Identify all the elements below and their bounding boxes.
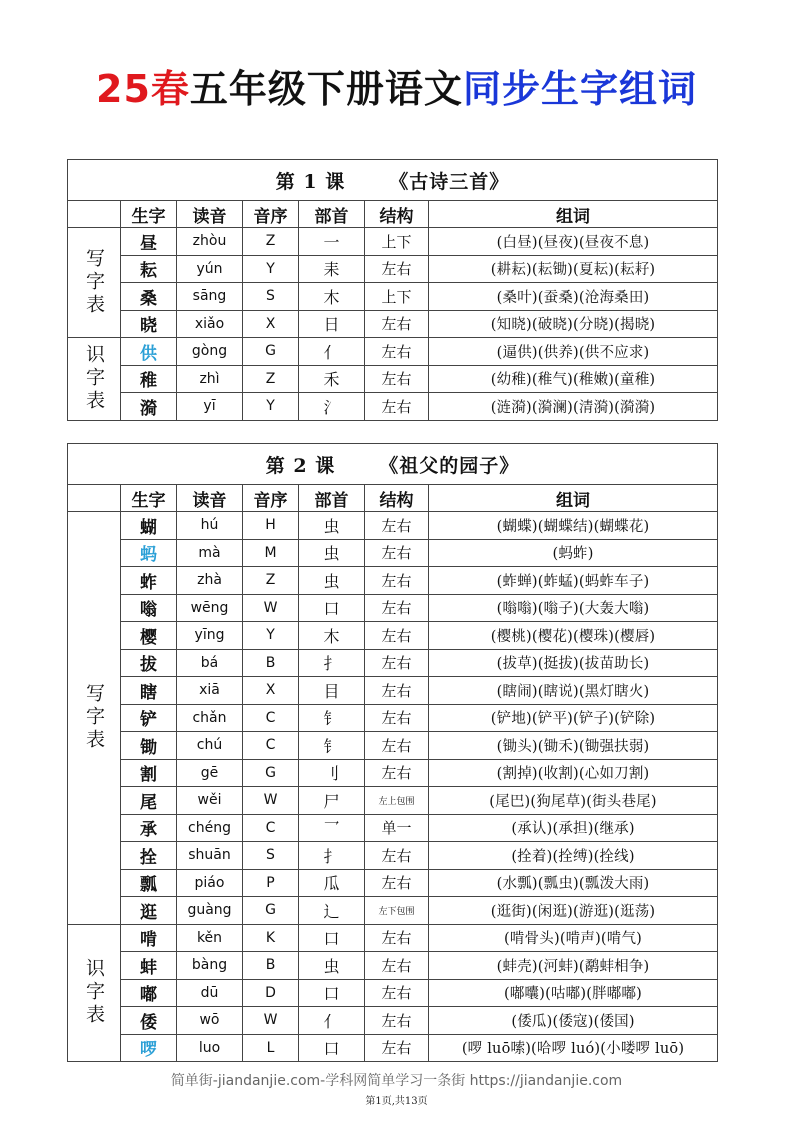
- char-cell: 嘟: [121, 979, 177, 1007]
- initial-cell: G: [243, 759, 299, 787]
- pinyin-cell: piáo: [177, 869, 243, 897]
- initial-cell: C: [243, 814, 299, 842]
- structure-cell: 左下包围: [365, 897, 429, 925]
- structure-cell: 左右: [365, 567, 429, 595]
- table-row: [68, 649, 718, 677]
- table-row: [68, 842, 718, 870]
- char-cell: 瓢: [121, 869, 177, 897]
- initial-cell: B: [243, 649, 299, 677]
- words-cell: (逛街)(闲逛)(游逛)(逛荡): [429, 897, 718, 925]
- structure-cell: 左右: [365, 869, 429, 897]
- column-header: 音序: [243, 485, 299, 512]
- radical-cell: 口: [299, 594, 365, 622]
- table-row: [68, 897, 718, 925]
- initial-cell: S: [243, 283, 299, 311]
- pinyin-cell: gē: [177, 759, 243, 787]
- pinyin-cell: dū: [177, 979, 243, 1007]
- title-part-year: 25春: [96, 67, 190, 111]
- pinyin-cell: chǎn: [177, 704, 243, 732]
- group-label: 写字表: [68, 512, 121, 925]
- pinyin-cell: zhì: [177, 365, 243, 393]
- initial-cell: H: [243, 512, 299, 540]
- words-cell: (逼供)(供养)(供不应求): [429, 338, 718, 366]
- pinyin-cell: shuān: [177, 842, 243, 870]
- column-header: 读音: [177, 485, 243, 512]
- radical-cell: 口: [299, 924, 365, 952]
- pinyin-cell: guàng: [177, 897, 243, 925]
- radical-cell: 尸: [299, 787, 365, 815]
- title-part-topic: 同步生字组词: [462, 67, 697, 111]
- structure-cell: 左右: [365, 842, 429, 870]
- radical-cell: 钅: [299, 704, 365, 732]
- table-row: [68, 228, 718, 256]
- structure-cell: 单一: [365, 814, 429, 842]
- table-row: [68, 732, 718, 760]
- words-cell: (白昼)(昼夜)(昼夜不息): [429, 228, 718, 256]
- pinyin-cell: kěn: [177, 924, 243, 952]
- radical-cell: 口: [299, 1034, 365, 1062]
- table-row: [68, 594, 718, 622]
- char-cell: 拔: [121, 649, 177, 677]
- pinyin-cell: chéng: [177, 814, 243, 842]
- column-header: 部首: [299, 485, 365, 512]
- initial-cell: Y: [243, 622, 299, 650]
- pinyin-cell: wēng: [177, 594, 243, 622]
- initial-cell: X: [243, 310, 299, 338]
- structure-cell: 左右: [365, 677, 429, 705]
- words-cell: (倭瓜)(倭寇)(倭国): [429, 1007, 718, 1035]
- structure-cell: 左右: [365, 732, 429, 760]
- structure-cell: 左右: [365, 704, 429, 732]
- structure-cell: 左右: [365, 594, 429, 622]
- structure-cell: 左上包围: [365, 787, 429, 815]
- words-cell: (蝴蝶)(蝴蝶结)(蝴蝶花): [429, 512, 718, 540]
- initial-cell: Y: [243, 393, 299, 421]
- group-label: 识字表: [68, 338, 121, 421]
- lesson-number: 第 2 课: [265, 454, 336, 477]
- table-row: [68, 512, 718, 540]
- table-row: [68, 338, 718, 366]
- char-cell: 尾: [121, 787, 177, 815]
- words-cell: (啃骨头)(啃声)(啃气): [429, 924, 718, 952]
- column-header: 组词: [429, 201, 718, 228]
- words-cell: (幼稚)(稚气)(稚嫩)(童稚): [429, 365, 718, 393]
- initial-cell: W: [243, 1007, 299, 1035]
- char-cell: 漪: [121, 393, 177, 421]
- initial-cell: M: [243, 539, 299, 567]
- structure-cell: 左右: [365, 759, 429, 787]
- column-header: 生字: [121, 201, 177, 228]
- pinyin-cell: chú: [177, 732, 243, 760]
- pinyin-cell: luo: [177, 1034, 243, 1062]
- radical-cell: 虫: [299, 539, 365, 567]
- initial-cell: Z: [243, 567, 299, 595]
- column-header: 组词: [429, 485, 718, 512]
- radical-cell: 耒: [299, 255, 365, 283]
- pinyin-cell: yīng: [177, 622, 243, 650]
- lesson-header: [68, 160, 718, 201]
- pinyin-cell: gòng: [177, 338, 243, 366]
- words-cell: (蚱蝉)(蚱蜢)(蚂蚱车子): [429, 567, 718, 595]
- initial-cell: Y: [243, 255, 299, 283]
- words-cell: (承认)(承担)(继承): [429, 814, 718, 842]
- initial-cell: S: [243, 842, 299, 870]
- structure-cell: 左右: [365, 255, 429, 283]
- radical-cell: 虫: [299, 567, 365, 595]
- radical-cell: 扌: [299, 842, 365, 870]
- group-label: 识字表: [68, 924, 121, 1062]
- words-cell: (涟漪)(漪澜)(清漪)(漪漪): [429, 393, 718, 421]
- char-cell: 供: [121, 338, 177, 366]
- words-cell: (桑叶)(蚕桑)(沧海桑田): [429, 283, 718, 311]
- words-cell: (锄头)(锄禾)(锄强扶弱): [429, 732, 718, 760]
- structure-cell: 左右: [365, 512, 429, 540]
- initial-cell: X: [243, 677, 299, 705]
- char-cell: 蚂: [121, 539, 177, 567]
- radical-cell: 目: [299, 677, 365, 705]
- char-cell: 稚: [121, 365, 177, 393]
- char-cell: 啃: [121, 924, 177, 952]
- radical-cell: 禾: [299, 365, 365, 393]
- initial-cell: G: [243, 897, 299, 925]
- radical-cell: 木: [299, 283, 365, 311]
- char-cell: 昼: [121, 228, 177, 256]
- table-row: [68, 1007, 718, 1035]
- radical-cell: 扌: [299, 649, 365, 677]
- initial-cell: W: [243, 787, 299, 815]
- table-row: [68, 283, 718, 311]
- pinyin-cell: sāng: [177, 283, 243, 311]
- char-cell: 铲: [121, 704, 177, 732]
- structure-cell: 左右: [365, 1034, 429, 1062]
- page-number: 第1页,共13页: [365, 1096, 428, 1107]
- pinyin-cell: wěi: [177, 787, 243, 815]
- char-cell: 承: [121, 814, 177, 842]
- structure-cell: 上下: [365, 228, 429, 256]
- radical-cell: 日: [299, 310, 365, 338]
- header-blank: [68, 485, 121, 512]
- char-cell: 拴: [121, 842, 177, 870]
- structure-cell: 左右: [365, 622, 429, 650]
- char-cell: 逛: [121, 897, 177, 925]
- initial-cell: G: [243, 338, 299, 366]
- column-header: 读音: [177, 201, 243, 228]
- structure-cell: 左右: [365, 649, 429, 677]
- words-cell: (蚌壳)(河蚌)(鹬蚌相争): [429, 952, 718, 980]
- radical-cell: 口: [299, 979, 365, 1007]
- words-cell: (嘟囔)(咕嘟)(胖嘟嘟): [429, 979, 718, 1007]
- table-row: [68, 539, 718, 567]
- radical-cell: 虫: [299, 952, 365, 980]
- radical-cell: 辶: [299, 897, 365, 925]
- pinyin-cell: xiā: [177, 677, 243, 705]
- words-cell: (拴着)(拴缚)(拴线): [429, 842, 718, 870]
- structure-cell: 左右: [365, 393, 429, 421]
- lesson-title: 《古诗三首》: [389, 170, 510, 193]
- structure-cell: 左右: [365, 310, 429, 338]
- radical-cell: 亻: [299, 338, 365, 366]
- pinyin-cell: bá: [177, 649, 243, 677]
- initial-cell: Z: [243, 228, 299, 256]
- column-header: 结构: [365, 201, 429, 228]
- structure-cell: 左右: [365, 979, 429, 1007]
- group-label: 写字表: [68, 228, 121, 338]
- table-row: [68, 979, 718, 1007]
- pinyin-cell: hú: [177, 512, 243, 540]
- words-cell: (水瓢)(瓢虫)(瓢泼大雨): [429, 869, 718, 897]
- words-cell: (拔草)(挺拔)(拔苗助长): [429, 649, 718, 677]
- initial-cell: D: [243, 979, 299, 1007]
- radical-cell: 氵: [299, 393, 365, 421]
- lesson-header: [68, 444, 718, 485]
- table-row: [68, 310, 718, 338]
- initial-cell: C: [243, 732, 299, 760]
- column-header: 结构: [365, 485, 429, 512]
- structure-cell: 左右: [365, 952, 429, 980]
- words-cell: (啰 luō嗦)(哈啰 luó)(小喽啰 luō): [429, 1034, 718, 1062]
- char-cell: 倭: [121, 1007, 177, 1035]
- radical-cell: 乛: [299, 814, 365, 842]
- initial-cell: B: [243, 952, 299, 980]
- table-row: [68, 814, 718, 842]
- pinyin-cell: zhòu: [177, 228, 243, 256]
- column-header: 部首: [299, 201, 365, 228]
- initial-cell: W: [243, 594, 299, 622]
- table-row: [68, 393, 718, 421]
- words-cell: (蚂蚱): [429, 539, 718, 567]
- char-cell: 割: [121, 759, 177, 787]
- table-row: [68, 365, 718, 393]
- words-cell: (瞎闹)(瞎说)(黑灯瞎火): [429, 677, 718, 705]
- radical-cell: 一: [299, 228, 365, 256]
- initial-cell: C: [243, 704, 299, 732]
- title-part-grade: 五年级下册语文: [189, 67, 463, 111]
- words-cell: (耕耘)(耘锄)(夏耘)(耘耔): [429, 255, 718, 283]
- structure-cell: 左右: [365, 539, 429, 567]
- lesson-table-1: [67, 159, 718, 421]
- char-cell: 晓: [121, 310, 177, 338]
- initial-cell: P: [243, 869, 299, 897]
- lesson-number: 第 1 课: [275, 170, 346, 193]
- char-cell: 蚱: [121, 567, 177, 595]
- words-cell: (嗡嗡)(嗡子)(大轰大嗡): [429, 594, 718, 622]
- initial-cell: Z: [243, 365, 299, 393]
- table-row: [68, 759, 718, 787]
- table-row: [68, 567, 718, 595]
- pinyin-cell: wō: [177, 1007, 243, 1035]
- char-cell: 锄: [121, 732, 177, 760]
- lesson-title: 《祖父的园子》: [379, 454, 520, 477]
- watermark-footer: 简单街-jiandanjie.com-学科网简单学习一条街 https://jiandanjie.com: [170, 1073, 623, 1089]
- char-cell: 嗡: [121, 594, 177, 622]
- words-cell: (割掉)(收割)(心如刀割): [429, 759, 718, 787]
- radical-cell: 虫: [299, 512, 365, 540]
- char-cell: 瞎: [121, 677, 177, 705]
- radical-cell: 瓜: [299, 869, 365, 897]
- structure-cell: 左右: [365, 365, 429, 393]
- words-cell: (铲地)(铲平)(铲子)(铲除): [429, 704, 718, 732]
- header-blank: [68, 201, 121, 228]
- radical-cell: 亻: [299, 1007, 365, 1035]
- lesson-table-2: [67, 443, 718, 1062]
- char-cell: 蝴: [121, 512, 177, 540]
- pinyin-cell: yún: [177, 255, 243, 283]
- table-row: [68, 869, 718, 897]
- structure-cell: 左右: [365, 1007, 429, 1035]
- char-cell: 啰: [121, 1034, 177, 1062]
- table-row: [68, 787, 718, 815]
- table-row: [68, 952, 718, 980]
- pinyin-cell: bàng: [177, 952, 243, 980]
- char-cell: 桑: [121, 283, 177, 311]
- pinyin-cell: yī: [177, 393, 243, 421]
- page-title: [0, 58, 793, 113]
- char-cell: 蚌: [121, 952, 177, 980]
- structure-cell: 左右: [365, 924, 429, 952]
- table-row: [68, 1034, 718, 1062]
- initial-cell: L: [243, 1034, 299, 1062]
- char-cell: 樱: [121, 622, 177, 650]
- pinyin-cell: xiǎo: [177, 310, 243, 338]
- pinyin-cell: mà: [177, 539, 243, 567]
- column-header: 音序: [243, 201, 299, 228]
- structure-cell: 左右: [365, 338, 429, 366]
- table-row: [68, 677, 718, 705]
- radical-cell: 刂: [299, 759, 365, 787]
- words-cell: (知晓)(破晓)(分晓)(揭晓): [429, 310, 718, 338]
- table-row: [68, 255, 718, 283]
- pinyin-cell: zhà: [177, 567, 243, 595]
- column-header: 生字: [121, 485, 177, 512]
- initial-cell: K: [243, 924, 299, 952]
- radical-cell: 钅: [299, 732, 365, 760]
- table-row: [68, 622, 718, 650]
- table-row: [68, 704, 718, 732]
- table-row: [68, 924, 718, 952]
- char-cell: 耘: [121, 255, 177, 283]
- words-cell: (樱桃)(樱花)(樱珠)(樱唇): [429, 622, 718, 650]
- structure-cell: 上下: [365, 283, 429, 311]
- radical-cell: 木: [299, 622, 365, 650]
- words-cell: (尾巴)(狗尾草)(街头巷尾): [429, 787, 718, 815]
